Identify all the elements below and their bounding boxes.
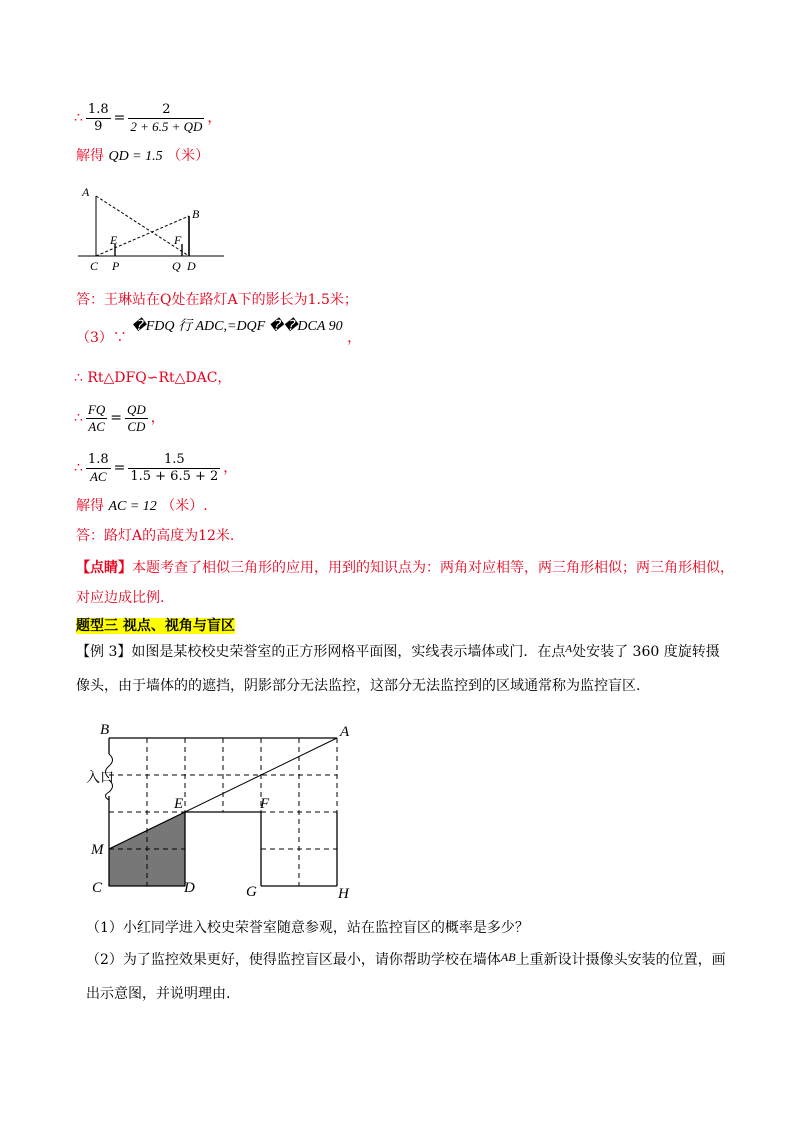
comma: ， bbox=[207, 110, 222, 126]
question-2 bbox=[86, 950, 726, 970]
example-line-2: 像头，由于墙体的的遮挡，阴影部分无法监控，这部分无法监控到的区域通常称为监控盲区. bbox=[76, 678, 641, 694]
comma: ， bbox=[150, 410, 165, 426]
condition-prefix: （3）∵ bbox=[76, 330, 127, 346]
fraction bbox=[86, 102, 111, 135]
example-tag: 【例 3】 bbox=[76, 644, 132, 660]
question-2-text-cont: 上重新设计摄像头安装的位置，画 bbox=[515, 952, 726, 968]
fraction-numerator: 2 bbox=[128, 102, 204, 119]
fraction-denominator: CD bbox=[127, 418, 146, 434]
entrance-label: 入口 bbox=[86, 771, 114, 786]
question-2-text: （2）为了监控效果更好，使得监控盲区最小，请你帮助学校在墙体 bbox=[86, 952, 501, 968]
solution-prefix: 解得 bbox=[76, 148, 104, 164]
point-label: A bbox=[565, 643, 573, 655]
solution-expression: QD = 1.5 bbox=[108, 149, 163, 164]
label-b: B bbox=[100, 722, 110, 738]
label-p: P bbox=[112, 259, 120, 273]
example-text-cont: 处安装了 360 度旋转摄 bbox=[572, 644, 720, 660]
label-d: D bbox=[187, 259, 196, 273]
equation-line-3 bbox=[74, 448, 237, 488]
comma: ， bbox=[347, 330, 362, 346]
comma: ， bbox=[223, 460, 238, 476]
floor-plan-diagram bbox=[86, 718, 366, 904]
fraction-denominator: 1.5 + 6.5 + 2 bbox=[130, 468, 219, 484]
fraction-denominator: AC bbox=[89, 468, 107, 484]
label-f: F bbox=[174, 233, 182, 247]
label-d: D bbox=[184, 880, 195, 896]
fraction bbox=[128, 452, 220, 485]
example-line-1 bbox=[76, 642, 720, 663]
solution-line-1 bbox=[76, 146, 209, 167]
label-c: C bbox=[90, 259, 99, 273]
label-q: Q bbox=[172, 259, 181, 273]
streetlight-diagram bbox=[74, 182, 226, 274]
label-e: E bbox=[110, 233, 118, 247]
comment-tag: 【点睛】 bbox=[76, 560, 132, 576]
solution-prefix: 解得 bbox=[76, 498, 104, 514]
section-title bbox=[76, 616, 235, 636]
equals-sign: = bbox=[113, 460, 126, 476]
question-1: （1）小红同学进入校史荣誉室随意参观，站在监控盲区的概率是多少？ bbox=[86, 920, 529, 936]
solution-expression: AC = 12 bbox=[108, 499, 157, 514]
solution-unit: （米） bbox=[167, 148, 210, 164]
label-b: B bbox=[192, 207, 200, 221]
label-f: F bbox=[260, 796, 270, 812]
therefore-symbol: ∴ bbox=[74, 110, 83, 126]
therefore-symbol: ∴ bbox=[74, 410, 83, 426]
comment-line-1 bbox=[76, 558, 734, 578]
fraction bbox=[86, 402, 107, 435]
solution-unit: （米）. bbox=[161, 498, 208, 514]
equals-sign: = bbox=[110, 410, 122, 426]
fraction-numerator: QD bbox=[127, 401, 146, 417]
fraction-numerator: 1.8 bbox=[87, 451, 109, 467]
equals-sign: = bbox=[113, 110, 126, 126]
similarity-line: ∴ Rt△DFQ∽Rt△DAC， bbox=[74, 370, 232, 386]
condition-expression: �FDQ 行 ADC,=DQF ��DCA 90 bbox=[131, 319, 343, 334]
condition-line bbox=[76, 319, 362, 349]
label-g: G bbox=[246, 884, 257, 900]
equation-line-1 bbox=[74, 98, 221, 138]
answer-line-1: 答：王琳站在Q处在路灯A下的影长为1.5米； bbox=[76, 292, 358, 308]
fraction-denominator: AC bbox=[88, 418, 105, 434]
fraction-numerator: 1.8 bbox=[87, 101, 109, 117]
fraction bbox=[128, 102, 204, 135]
example-text: 如图是某校校史荣誉室的正方形网格平面图，实线表示墙体或门．在点 bbox=[131, 644, 566, 660]
solution-line-2 bbox=[76, 496, 208, 517]
label-a: A bbox=[82, 185, 90, 199]
fraction-numerator: FQ bbox=[87, 401, 106, 417]
label-e: E bbox=[174, 796, 184, 812]
answer-line-2: 答：路灯A的高度为12米. bbox=[76, 528, 235, 544]
wall-label: AB bbox=[500, 950, 516, 964]
fraction-denominator: 9 bbox=[94, 118, 103, 134]
therefore-symbol: ∴ bbox=[74, 460, 83, 476]
comment-line-2: 对应边成比例. bbox=[76, 590, 165, 606]
comment-text: 本题考查了相似三角形的应用，用到的知识点为：两角对应相等，两三角形相似；两三角形相似， bbox=[132, 560, 734, 576]
sight-line-am bbox=[109, 738, 337, 849]
label-c: C bbox=[92, 880, 103, 896]
fraction-denominator: 2 + 6.5 + QD bbox=[130, 118, 203, 134]
label-a: A bbox=[340, 724, 350, 740]
section-title-text: 题型三 视点、视角与盲区 bbox=[76, 618, 235, 634]
fraction bbox=[86, 452, 111, 485]
fraction-numerator: 1.5 bbox=[128, 452, 220, 469]
fraction bbox=[125, 402, 148, 435]
equation-line-2 bbox=[74, 398, 165, 438]
label-m: M bbox=[91, 842, 104, 858]
dashed-ray-ad bbox=[96, 196, 189, 256]
question-2-line-2: 出示意图，并说明理由. bbox=[86, 986, 231, 1002]
label-h: H bbox=[338, 886, 349, 902]
